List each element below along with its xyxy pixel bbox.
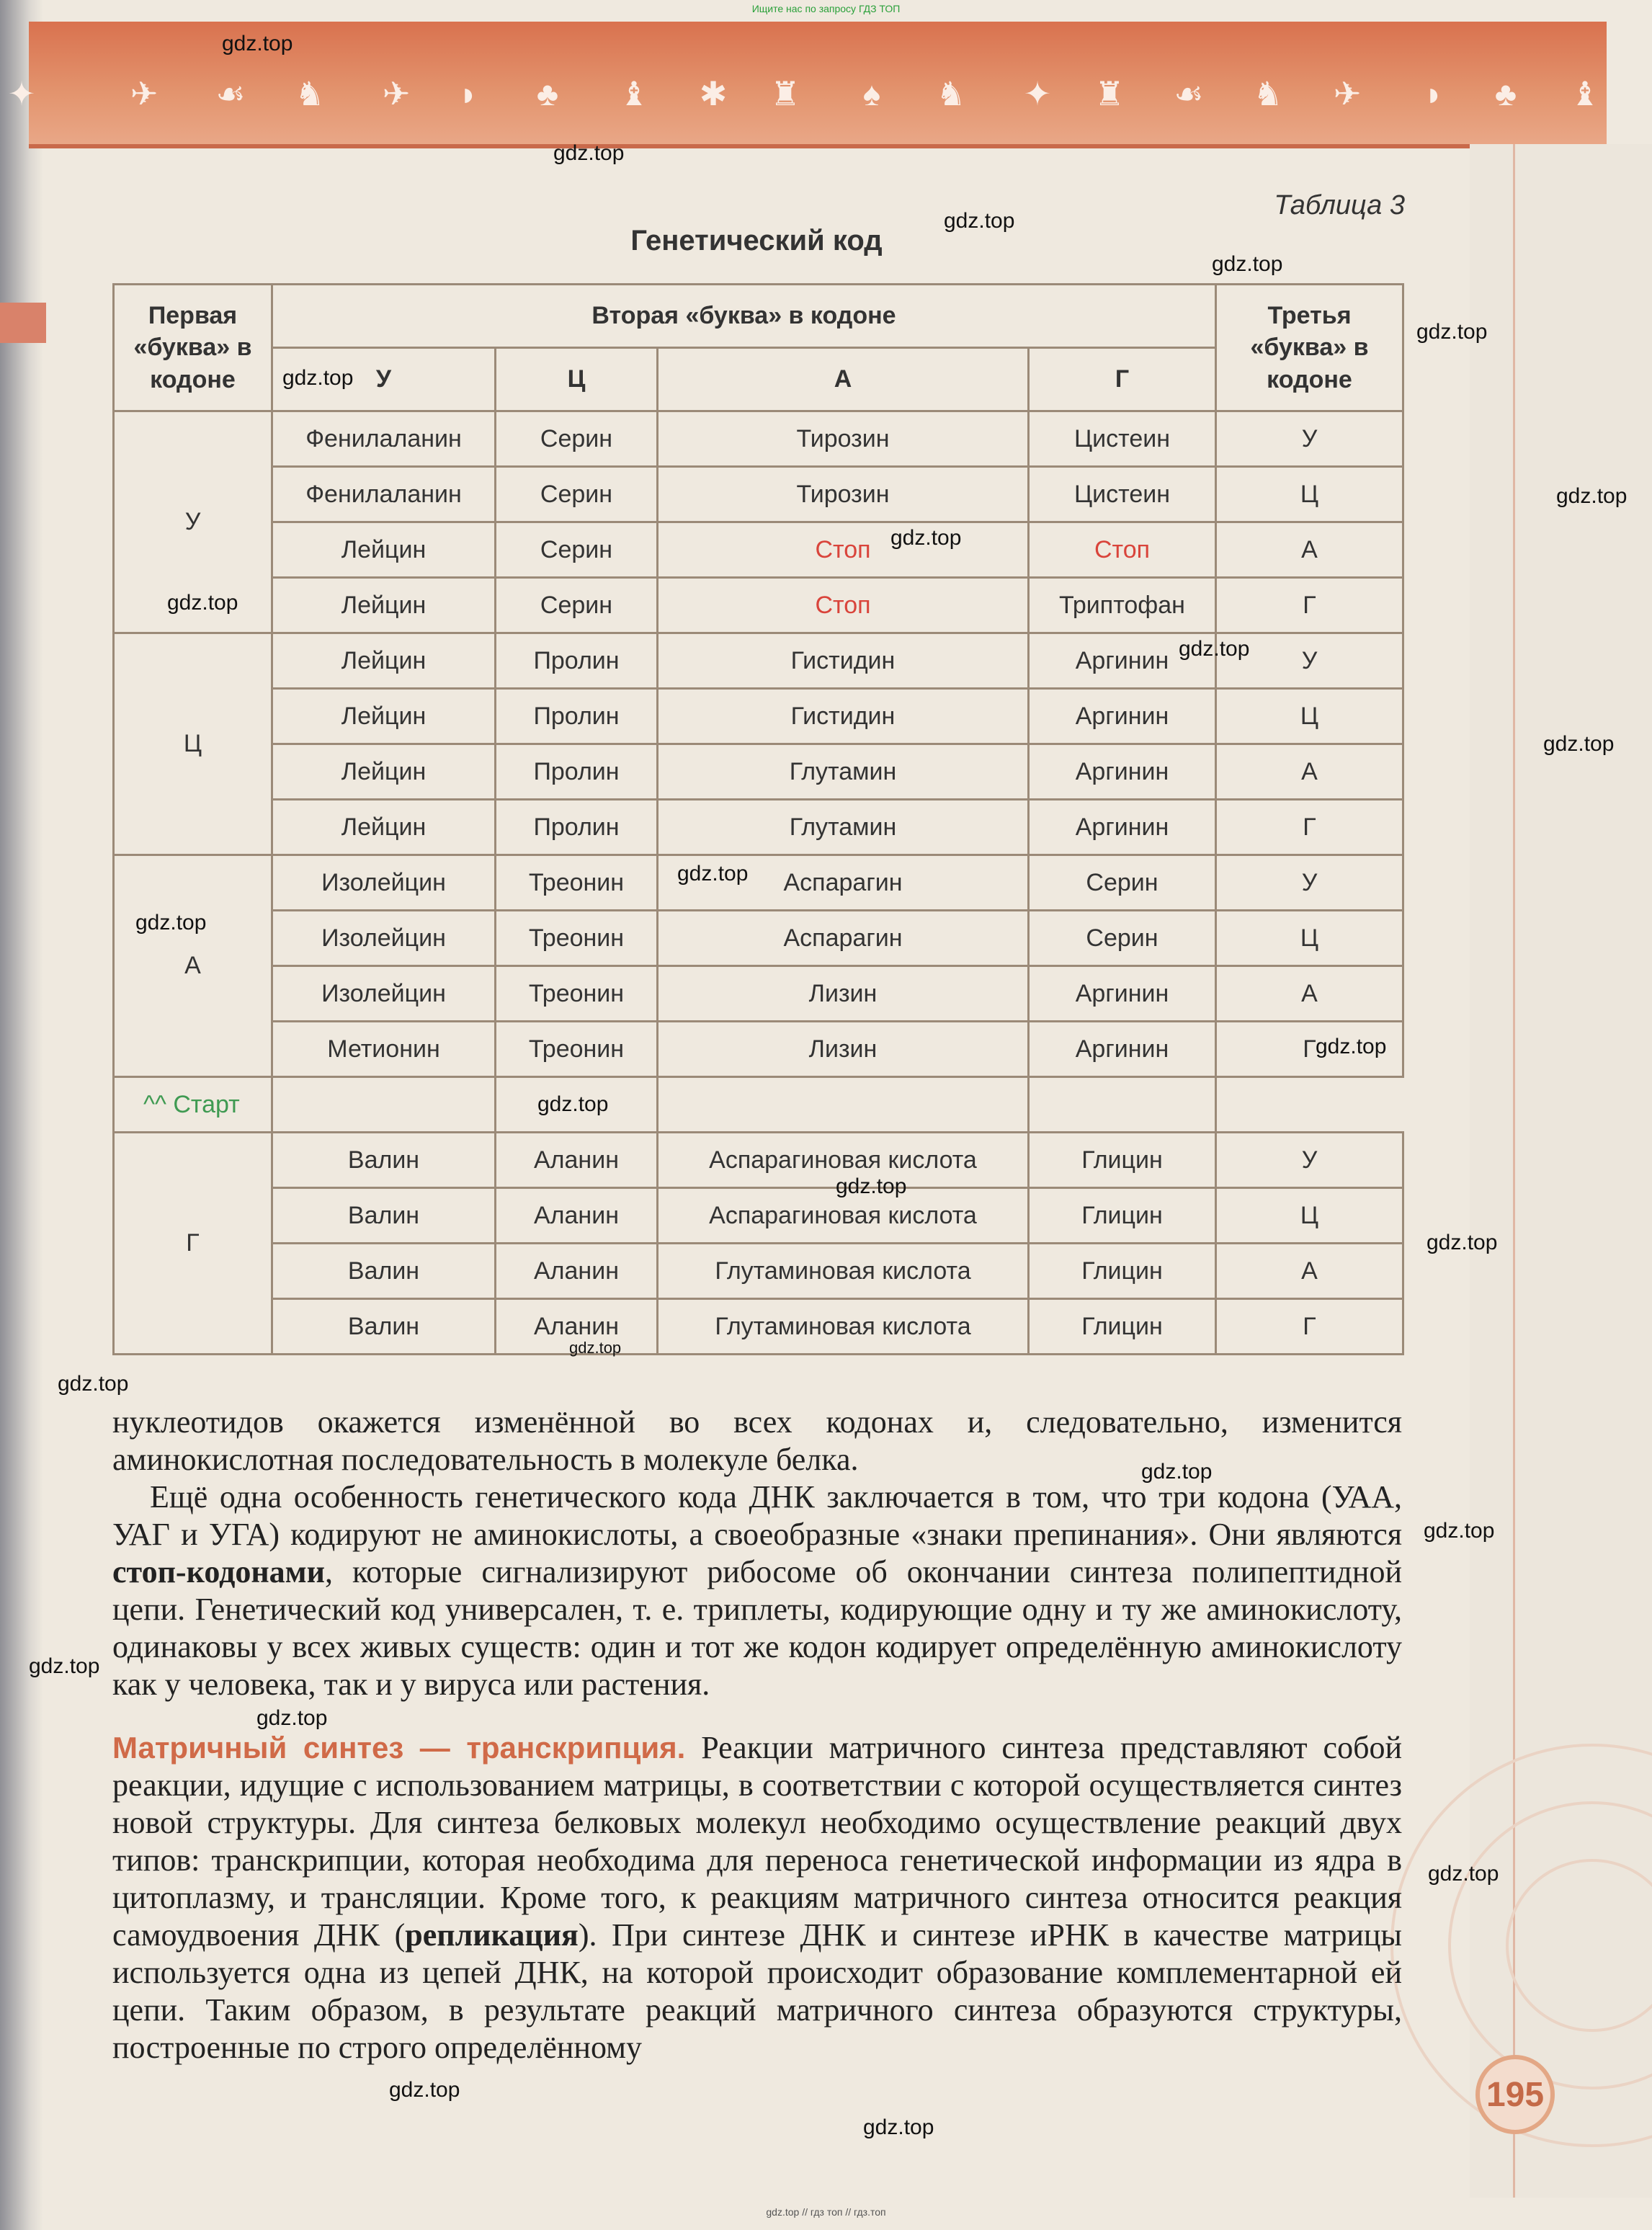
table-caption: Таблица 3 (1274, 190, 1405, 220)
table-row (114, 1299, 1403, 1355)
third-letter-cell: У (1216, 855, 1403, 911)
bottom-note: gdz.top // гдз топ // гдз.топ (766, 2206, 886, 2218)
table-cell: Серин (496, 578, 658, 633)
table-cell: Валин (272, 1299, 496, 1355)
table-cell: Глицин (1029, 1244, 1216, 1299)
watermark: gdz.top (1424, 1519, 1495, 1543)
first-letter-cell: У (114, 411, 272, 633)
watermark: gdz.top (1316, 1035, 1387, 1058)
table-cell: Триптофан (1029, 578, 1216, 633)
page-number: 195 (1475, 2055, 1555, 2134)
watermark: gdz.top (256, 1706, 328, 1730)
table-cell: Фенилаланин (272, 411, 496, 467)
watermark: gdz.top (1426, 1231, 1498, 1254)
table-cell: Треонин (496, 966, 658, 1022)
table-row (114, 467, 1403, 522)
third-letter-cell: Г (1216, 1299, 1403, 1355)
watermark: gdz.top (944, 209, 1015, 233)
table-row (114, 744, 1403, 800)
table-cell: Серин (1029, 911, 1216, 966)
table-cell: Аргинин (1029, 744, 1216, 800)
table-cell: Аспарагин (658, 911, 1029, 966)
table-cell: Лейцин (272, 633, 496, 689)
table-title: Генетический код (630, 225, 883, 257)
chapter-tab (0, 303, 46, 343)
table-row (114, 1188, 1403, 1244)
table-cell: Аланин (496, 1244, 658, 1299)
watermark: gdz.top (553, 141, 625, 165)
bee-icon: ✱ (699, 75, 728, 112)
table-row (114, 522, 1403, 578)
table-row (114, 855, 1403, 911)
header-second-letter: Вторая «буква» в кодоне (272, 285, 1216, 348)
header-col-u: У (272, 348, 496, 411)
fox-icon: ♠ (862, 75, 881, 112)
watermark: gdz.top (222, 32, 293, 55)
bird-icon: ✈ (1333, 75, 1362, 112)
horse-icon: ♞ (295, 75, 325, 112)
table-cell: Аспарагиновая кислота (658, 1133, 1029, 1188)
table-cell: Глутамин (658, 744, 1029, 800)
table-cell: Аргинин (1029, 1022, 1216, 1077)
table-row (114, 1022, 1403, 1077)
table-cell: Тирозин (658, 467, 1029, 522)
table-cell: Изолейцин (272, 966, 496, 1022)
stop-codon-cell: Стоп (1029, 522, 1216, 578)
stop-codon-cell: Стоп (658, 522, 1029, 578)
table-cell: Аргинин (1029, 689, 1216, 744)
term-stop-codons: стоп-кодонами (112, 1554, 326, 1589)
header-col-g: Г (1029, 348, 1216, 411)
text-run: , которые сигнализируют рибосоме об окончании синтеза полипептидной цепи. Генетический код универсален, т. е. триплеты, кодирующие одну и ту же аминокислоту, одинаковы у всех живых существ: один и тот же кодон кодирует определённую аминокислоту как у человека, так и у вируса или растения. (112, 1554, 1402, 1702)
bird-icon: ✈ (382, 75, 411, 112)
text-run: Ещё одна особенность генетического кода ДНК заключается в том, что три кодона (УАА, УАГ и УГА) кодируют не аминокислоты, а своеобразные «знаки препинания». Они являются (112, 1479, 1402, 1552)
body-text-top (112, 1404, 1402, 1703)
table-cell: Гистидин (658, 633, 1029, 689)
paragraph (112, 1479, 1402, 1703)
table-row (114, 689, 1403, 744)
header-first-letter: Первая «буква» в кодоне (114, 285, 272, 411)
watermark: gdz.top (863, 2115, 934, 2139)
header-col-ts: Ц (496, 348, 658, 411)
watermark: gdz.top (1543, 732, 1615, 756)
third-letter-cell: А (1216, 522, 1403, 578)
genetic-code-table (112, 283, 1404, 1355)
header-col-a: А (658, 348, 1029, 411)
horse-icon: ♞ (936, 75, 966, 112)
table-cell: Треонин (496, 855, 658, 911)
watermark: gdz.top (1141, 1460, 1213, 1484)
squirrel-icon: ♣ (536, 75, 559, 112)
top-note: Ищите нас по запросу ГДЗ ТОП (751, 3, 901, 14)
term-replication: репликация (405, 1917, 579, 1953)
stop-codon-cell: Стоп (658, 578, 1029, 633)
table-row (114, 1077, 1403, 1133)
bird-icon: ✈ (130, 75, 158, 112)
watermark: gdz.top (677, 862, 749, 886)
watermark: gdz.top (537, 1092, 609, 1116)
table-cell: Глутаминовая кислота (658, 1244, 1029, 1299)
table-cell: Лейцин (272, 800, 496, 855)
watermark: gdz.top (282, 366, 354, 390)
butterfly-icon: ✦ (7, 75, 36, 112)
third-letter-cell: Ц (1216, 911, 1403, 966)
table-cell: Аргинин (1029, 966, 1216, 1022)
third-letter-cell: Ц (1216, 689, 1403, 744)
first-letter-cell: Г (114, 1133, 272, 1355)
table-cell: Глутамин (658, 800, 1029, 855)
table-cell: Тирозин (658, 411, 1029, 467)
table-cell: Серин (496, 467, 658, 522)
table-cell: Валин (272, 1244, 496, 1299)
watermark: gdz.top (836, 1174, 907, 1198)
table-cell: Изолейцин (272, 911, 496, 966)
table-cell: Цистеин (1029, 411, 1216, 467)
table-cell: Аланин (496, 1299, 658, 1355)
table-cell: Пролин (496, 744, 658, 800)
table-cell: Гистидин (658, 689, 1029, 744)
table-row (114, 800, 1403, 855)
body-text-bottom (112, 1729, 1402, 2066)
text-run: Реакции матричного синтеза представляют собой реакции, идущие с использованием матрицы, в соответствии с которой осуществляется синтез новой структуры. Для синтеза белковых молекул необходимо осуществление реакций двух типов: транскрипции, которая необходима для переноса генетической информации из ядра в цитоплазму, и трансляции. Кроме того, к реакциям матричного синтеза относится реакция самоудвоения ДНК ( (112, 1730, 1402, 1953)
header-third-letter: Третья «буква» в кодоне (1216, 285, 1403, 411)
banner-animals (0, 72, 1652, 122)
table-cell: Лизин (658, 1022, 1029, 1077)
table-cell: Валин (272, 1188, 496, 1244)
watermark: gdz.top (389, 2078, 460, 2102)
table-cell: Треонин (496, 911, 658, 966)
watermark: gdz.top (1556, 484, 1628, 508)
third-letter-cell: Г (1216, 800, 1403, 855)
table-cell: Валин (272, 1133, 496, 1188)
table-cell: Пролин (496, 800, 658, 855)
watermark: gdz.top (167, 591, 238, 615)
table-cell: Треонин (496, 1022, 658, 1077)
watermark: gdz.top (890, 526, 962, 550)
table-cell: Серин (1029, 855, 1216, 911)
table-row (114, 966, 1403, 1022)
fish-icon: ◗ (458, 75, 478, 112)
third-letter-cell: Ц (1216, 467, 1403, 522)
giraffe-icon: ♝ (1570, 75, 1600, 112)
watermark: gdz.top (58, 1372, 129, 1396)
table-cell: Аспарагиновая кислота (658, 1188, 1029, 1244)
third-letter-cell: А (1216, 1244, 1403, 1299)
scorpion-icon: ☙ (1174, 75, 1204, 112)
first-letter-cell: А (114, 855, 272, 1077)
empty-cell (272, 1077, 496, 1133)
table-cell: Лизин (658, 966, 1029, 1022)
text-run: ). При синтезе ДНК и синтезе иРНК в качестве матрицы используется одна из цепей ДНК, на которой происходит образование комплементарной ей цепи. Таким образом, в результате реакций матричного синтеза образуются структуры, построенные по строго определённому (112, 1917, 1402, 2065)
bison-icon: ♜ (770, 75, 800, 112)
watermark: gdz.top (569, 1339, 622, 1357)
watermark: gdz.top (1179, 637, 1250, 661)
table-row (114, 911, 1403, 966)
table-cell: Серин (496, 411, 658, 467)
empty-cell (658, 1077, 1029, 1133)
watermark: gdz.top (1428, 1862, 1499, 1886)
watermark: gdz.top (135, 911, 207, 935)
first-letter-cell: Ц (114, 633, 272, 855)
table-cell: Аргинин (1029, 800, 1216, 855)
table-cell: Глицин (1029, 1299, 1216, 1355)
butterfly-icon: ✦ (1023, 75, 1052, 112)
table-cell: Лейцин (272, 744, 496, 800)
squirrel-icon: ♣ (1494, 75, 1517, 112)
table-cell: Лейцин (272, 522, 496, 578)
watermark: gdz.top (1416, 320, 1488, 344)
table-row (114, 1244, 1403, 1299)
table-cell: Лейцин (272, 578, 496, 633)
third-letter-cell: Г (1216, 578, 1403, 633)
table-cell: Глутаминовая кислота (658, 1299, 1029, 1355)
watermark: gdz.top (1212, 252, 1283, 276)
paragraph: нуклеотидов окажется изменённой во всех кодонах и, следовательно, изменится аминокислотная последовательность в молекуле белка. (112, 1404, 1402, 1477)
empty-cell (1029, 1077, 1216, 1133)
third-letter-cell: А (1216, 966, 1403, 1022)
table-cell: Изолейцин (272, 855, 496, 911)
third-letter-cell: Ц (1216, 1188, 1403, 1244)
third-letter-cell: А (1216, 744, 1403, 800)
start-codon-note: ^^ Старт (114, 1077, 272, 1133)
table-row (114, 411, 1403, 467)
horse-icon: ♞ (1253, 75, 1283, 112)
section-heading: Матричный синтез — транскрипция. (112, 1731, 686, 1765)
third-letter-cell: Г (1216, 1022, 1403, 1077)
table-cell: Пролин (496, 633, 658, 689)
table-cell: Глицин (1029, 1188, 1216, 1244)
buffalo-icon: ♜ (1094, 75, 1125, 112)
table-cell: Пролин (496, 689, 658, 744)
table-cell: Метионин (272, 1022, 496, 1077)
table-cell: Цистеин (1029, 467, 1216, 522)
third-letter-cell: У (1216, 633, 1403, 689)
third-letter-cell: У (1216, 411, 1403, 467)
table-row (114, 578, 1403, 633)
table-cell: Фенилаланин (272, 467, 496, 522)
scorpion-icon: ☙ (215, 75, 246, 112)
third-letter-cell: У (1216, 1133, 1403, 1188)
table-cell: Аланин (496, 1188, 658, 1244)
table-cell: Лейцин (272, 689, 496, 744)
fish-icon: ◗ (1424, 75, 1444, 112)
giraffe-icon: ♝ (619, 75, 649, 112)
paragraph (112, 1729, 1402, 2066)
table-row (114, 1133, 1403, 1188)
table-cell: Аргинин (1029, 633, 1216, 689)
table-cell: Аланин (496, 1133, 658, 1188)
table-cell: Глицин (1029, 1133, 1216, 1188)
table-cell: Серин (496, 522, 658, 578)
watermark: gdz.top (29, 1654, 100, 1678)
table-cell: Аспарагин (658, 855, 1029, 911)
banner-rule (29, 144, 1607, 148)
